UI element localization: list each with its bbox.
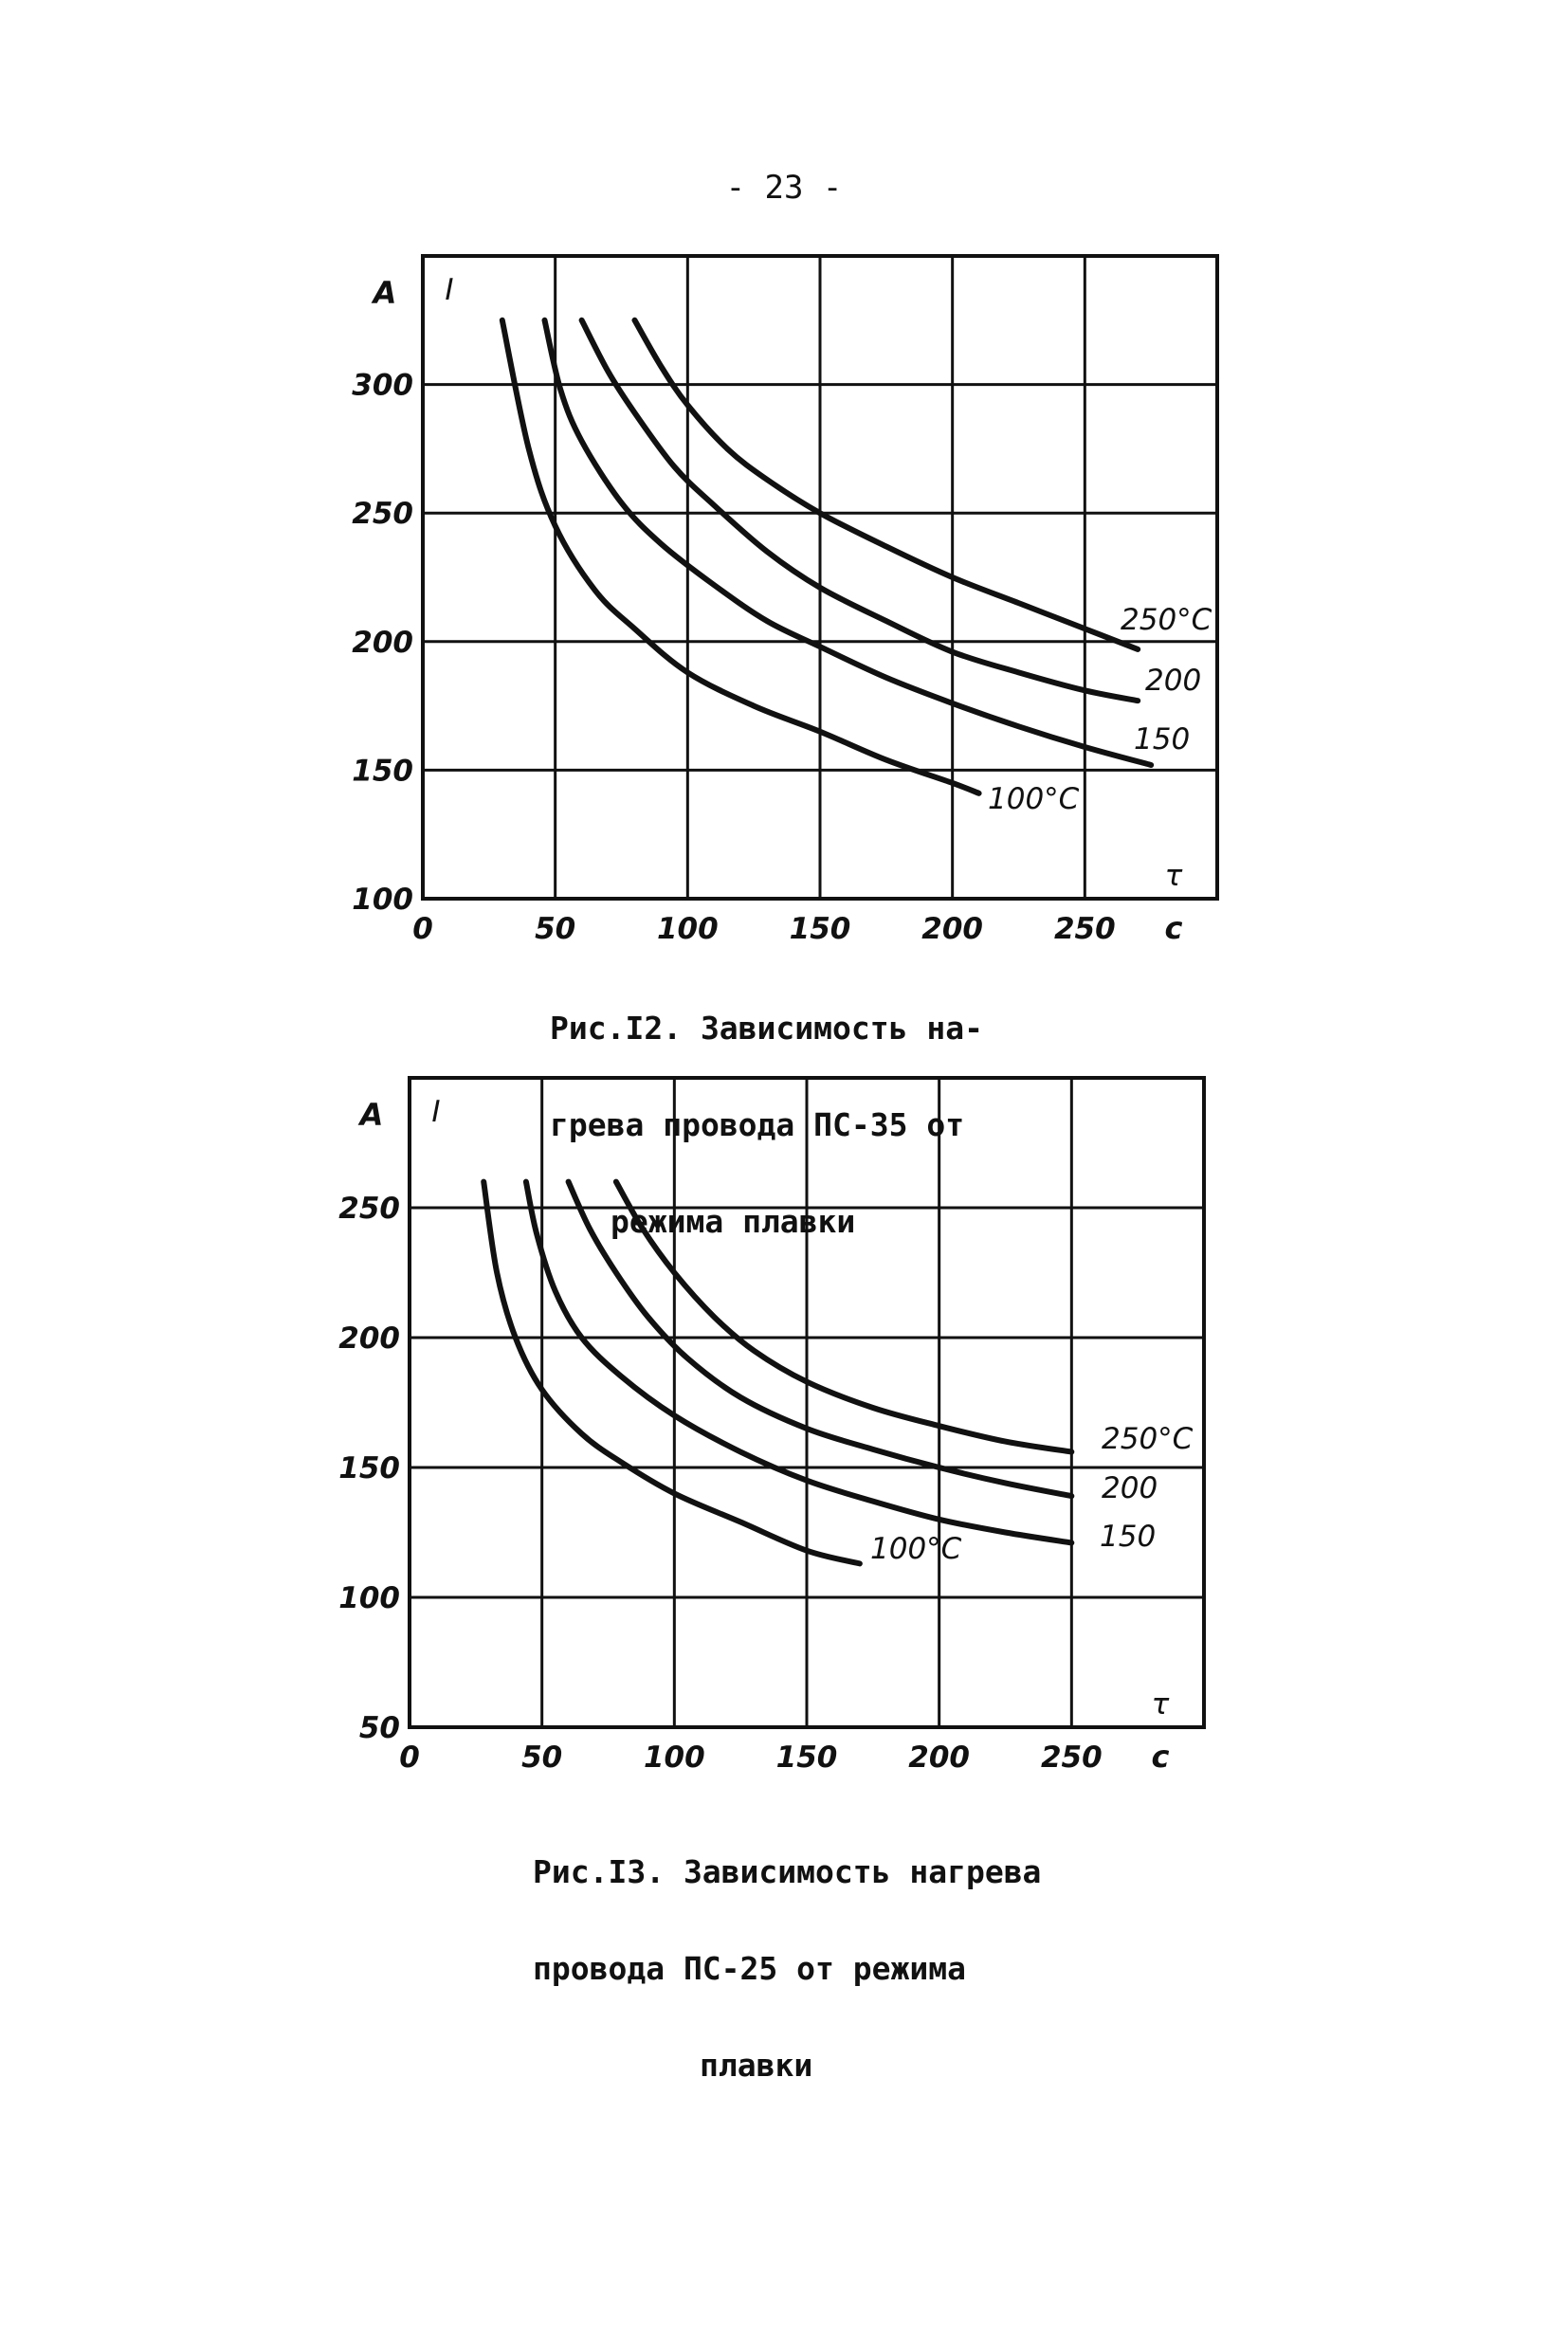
caption-ps25-line-2: провода ПС-25 от режима	[533, 1950, 966, 1987]
series-label-3: 250°С	[1102, 1422, 1194, 1456]
series-line-3	[616, 1182, 1071, 1452]
caption-ps35-line-3: режима плавки	[611, 1203, 856, 1240]
x-axis-unit: с	[1164, 910, 1183, 946]
y-tick-label: 250	[338, 1192, 400, 1226]
y-tick-label: 200	[338, 1321, 400, 1356]
caption-ps35-line-2: грева провода ПС-35 от	[550, 1106, 965, 1143]
series-label-2: 200	[1102, 1471, 1158, 1505]
x-tick-label: 50	[535, 912, 576, 946]
y-tick-label: 100	[352, 883, 413, 917]
y-tick-label: 250	[352, 497, 413, 532]
series-label-0: 100°С	[988, 782, 1080, 816]
series-label-3: 250°С	[1121, 603, 1212, 637]
x-tick-label: 200	[908, 1740, 971, 1775]
y-axis-label: I	[445, 273, 454, 307]
series-line-1	[526, 1182, 1071, 1543]
y-axis-unit: A	[373, 275, 397, 311]
x-tick-label: 250	[1053, 912, 1116, 946]
x-axis-label: τ	[1151, 1687, 1170, 1722]
series-label-2: 200	[1145, 664, 1202, 698]
x-tick-label: 100	[656, 912, 719, 946]
y-tick-label: 150	[352, 754, 413, 789]
x-tick-label: 50	[521, 1740, 563, 1775]
x-axis-label: τ	[1164, 859, 1183, 893]
y-tick-label: 50	[358, 1711, 400, 1745]
x-tick-label: 200	[921, 912, 984, 946]
series-label-1: 150	[1134, 722, 1191, 756]
y-tick-label: 100	[338, 1581, 400, 1615]
caption-ps35-line-1: Рис.I2. Зависимость на-	[550, 1010, 983, 1047]
y-tick-label: 200	[352, 625, 413, 660]
y-tick-label: 150	[338, 1451, 400, 1485]
series-label-0: 100°С	[870, 1532, 962, 1566]
series-label-1: 150	[1100, 1520, 1157, 1554]
caption-ps25	[533, 1792, 1041, 2114]
y-axis-unit: A	[359, 1097, 384, 1133]
y-tick-label: 300	[352, 368, 413, 403]
page-number: - 23 -	[725, 169, 843, 207]
x-tick-label: 250	[1040, 1740, 1103, 1775]
x-tick-label: 0	[412, 912, 433, 946]
y-axis-label: I	[431, 1095, 441, 1129]
x-axis-unit: с	[1151, 1739, 1170, 1775]
x-tick-label: 0	[399, 1740, 420, 1775]
caption-ps25-line-3: плавки	[700, 2047, 813, 2084]
caption-ps25-line-1: Рис.I3. Зависимость нагрева	[533, 1853, 1042, 1890]
x-tick-label: 100	[643, 1740, 705, 1775]
x-tick-label: 150	[775, 1740, 838, 1775]
x-tick-label: 150	[789, 912, 851, 946]
